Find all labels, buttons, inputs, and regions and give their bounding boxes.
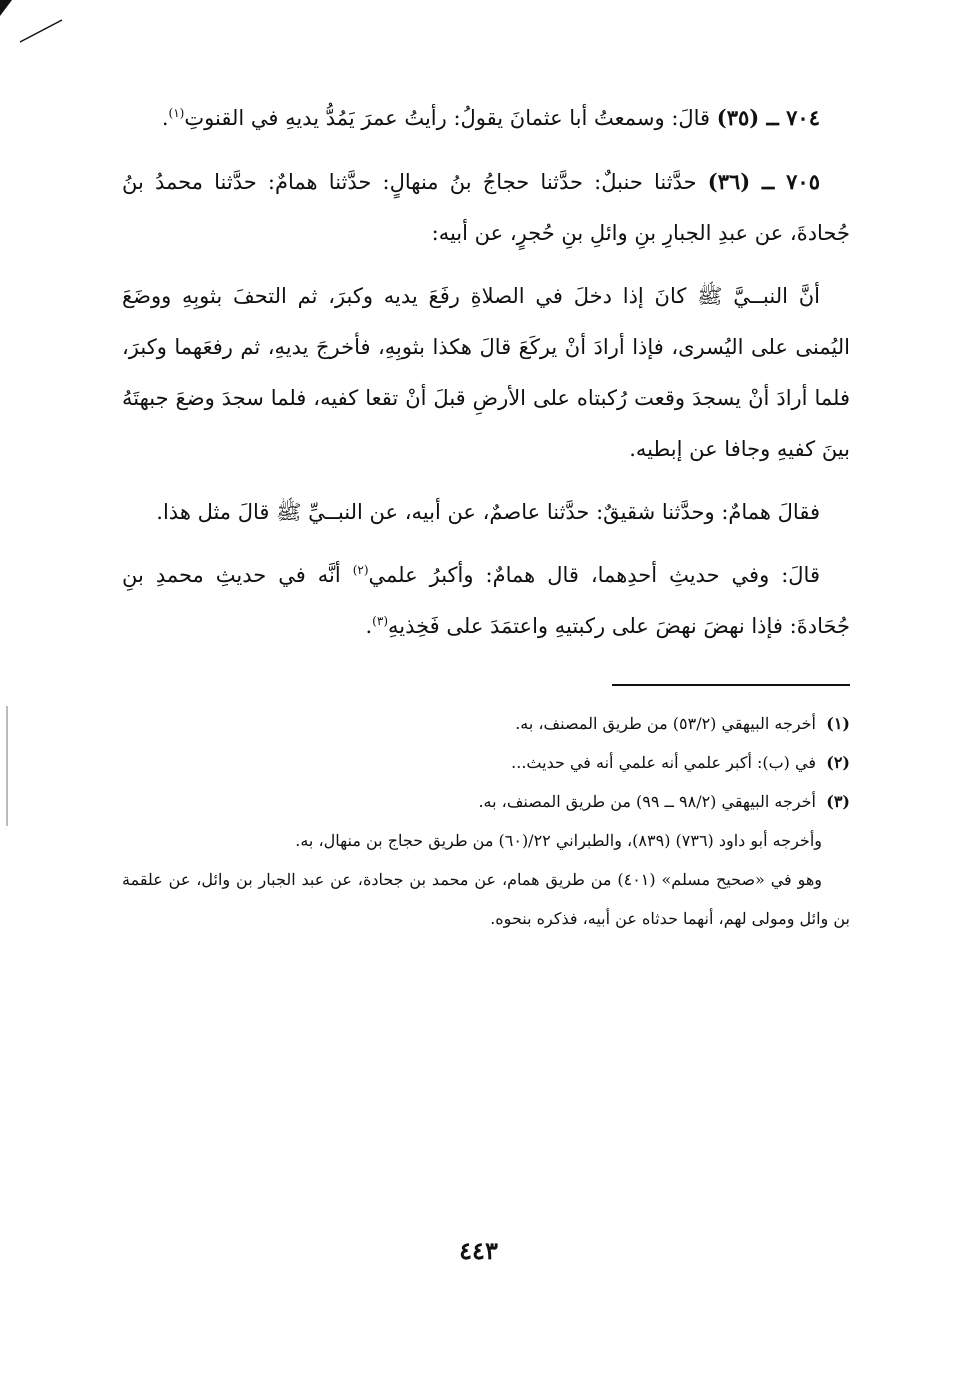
hamam-narration: فقالَ همامٌ: وحدَّثنا شقيقٌ: حدَّثنا عاصمٌ، عن أبيه، عن النبــيِّ ﷺ قالَ مثل هذا. bbox=[156, 500, 820, 524]
hadith-705 bbox=[122, 156, 850, 259]
hadith-704: ٧٠٤ ــ (٣٥) قالَ: وسمعتُ أبا عثمانَ يقولُ: رأيتُ عمرَ يَمُدُّ يديهِ في القنوتِ$^{(١)}$. bbox=[161, 105, 820, 130]
footnote-3-continuation: وأخرجه أبو داود (٧٣٦) (٨٣٩)، والطبراني ٢٢/(٦٠) من طريق حجاج بن منهال، به. bbox=[295, 831, 822, 850]
page-content bbox=[122, 92, 850, 938]
footnote-number: (٣) bbox=[826, 792, 850, 811]
footnote-text: أخرجه البيهقي (٩٨/٢ ــ ٩٩) من طريق المصنف، به. bbox=[478, 792, 816, 811]
footnote-3 bbox=[122, 782, 850, 821]
footnote-ref[interactable]: (١) bbox=[168, 106, 185, 120]
footnote-2 bbox=[122, 743, 850, 782]
hadith-text: قالَ: وسمعتُ أبا عثمانَ يقولُ: رأيتُ عمرَ يَمُدُّ يديهِ في القنوتِ bbox=[184, 106, 717, 130]
scan-edge-line bbox=[6, 706, 8, 826]
hadith-text: حدَّثنا حنبلٌ: حدَّثنا حجاجُ بنُ منهالٍ: حدَّثنا همامٌ: حدَّثنا محمدُ بنُ جُحادةَ، عن عبدِ الجبارِ بنِ وائلِ بنِ حُجرٍ، عن أبيه: bbox=[122, 170, 850, 245]
page-number: ٤٤٣ bbox=[459, 1236, 498, 1265]
hadith-number: ٧٠٤ ــ (٣٥) bbox=[716, 105, 820, 130]
footnote-separator bbox=[612, 684, 850, 686]
footnote-text: أخرجه البيهقي (٥٣/٢) من طريق المصنف، به. bbox=[515, 714, 816, 733]
footnote-ref[interactable]: (٢) bbox=[352, 563, 369, 577]
footnote-text: في (ب): أكبر علمي أنه علمي أنه في حديث... bbox=[511, 753, 816, 772]
footnote-number: (٢) bbox=[826, 753, 850, 772]
footnote-number: (١) bbox=[826, 714, 850, 733]
corner-fold-mark bbox=[0, 0, 80, 60]
hamam-note: قالَ: وفي حديثِ أحدِهما، قال همامٌ: وأكبرُ علمي$^{(٢)}$ أنَّه في حديثِ محمدِ بنِ جُحَادةَ: فإذا نهضَ نهضَ على ركبتيهِ واعتمَدَ على فَخِذيهِ$^{(٣)}$. bbox=[122, 563, 850, 638]
hadith-number: ٧٠٥ ــ (٣٦) bbox=[707, 169, 820, 194]
footnote-ref[interactable]: (٣) bbox=[372, 614, 388, 628]
footnote-3-continuation: وهو في «صحيح مسلم» (٤٠١) من طريق همام، عن محمد بن جحادة، عن عبد الجبار بن وائل، عن علقمة بن وائل ومولى لهم، أنهما حدثاه عن أبيه، فذكره بنحوه. bbox=[122, 870, 850, 928]
footnote-1 bbox=[122, 704, 850, 743]
hadith-matn: أنَّ النبــيَّ ﷺ كانَ إذا دخلَ في الصلاةِ رفَعَ يديه وكبرَ، ثم التحفَ بثوبِهِ ووضَعَ اليُمنى على اليُسرى، فإذا أرادَ أنْ يركَعَ قالَ هكذا بثوبِهِ، فأخرجَ يديهِ، ثم رفعَهما وكبرَ، فلما أرادَ أنْ يسجدَ وقعت رُكبتاه على الأرضِ قبلَ أنْ تقعا كفيه، فلما سجدَ وضعَ جبهتَهُ بينَ كفيهِ وجافا عن إبطيه. bbox=[122, 284, 850, 461]
